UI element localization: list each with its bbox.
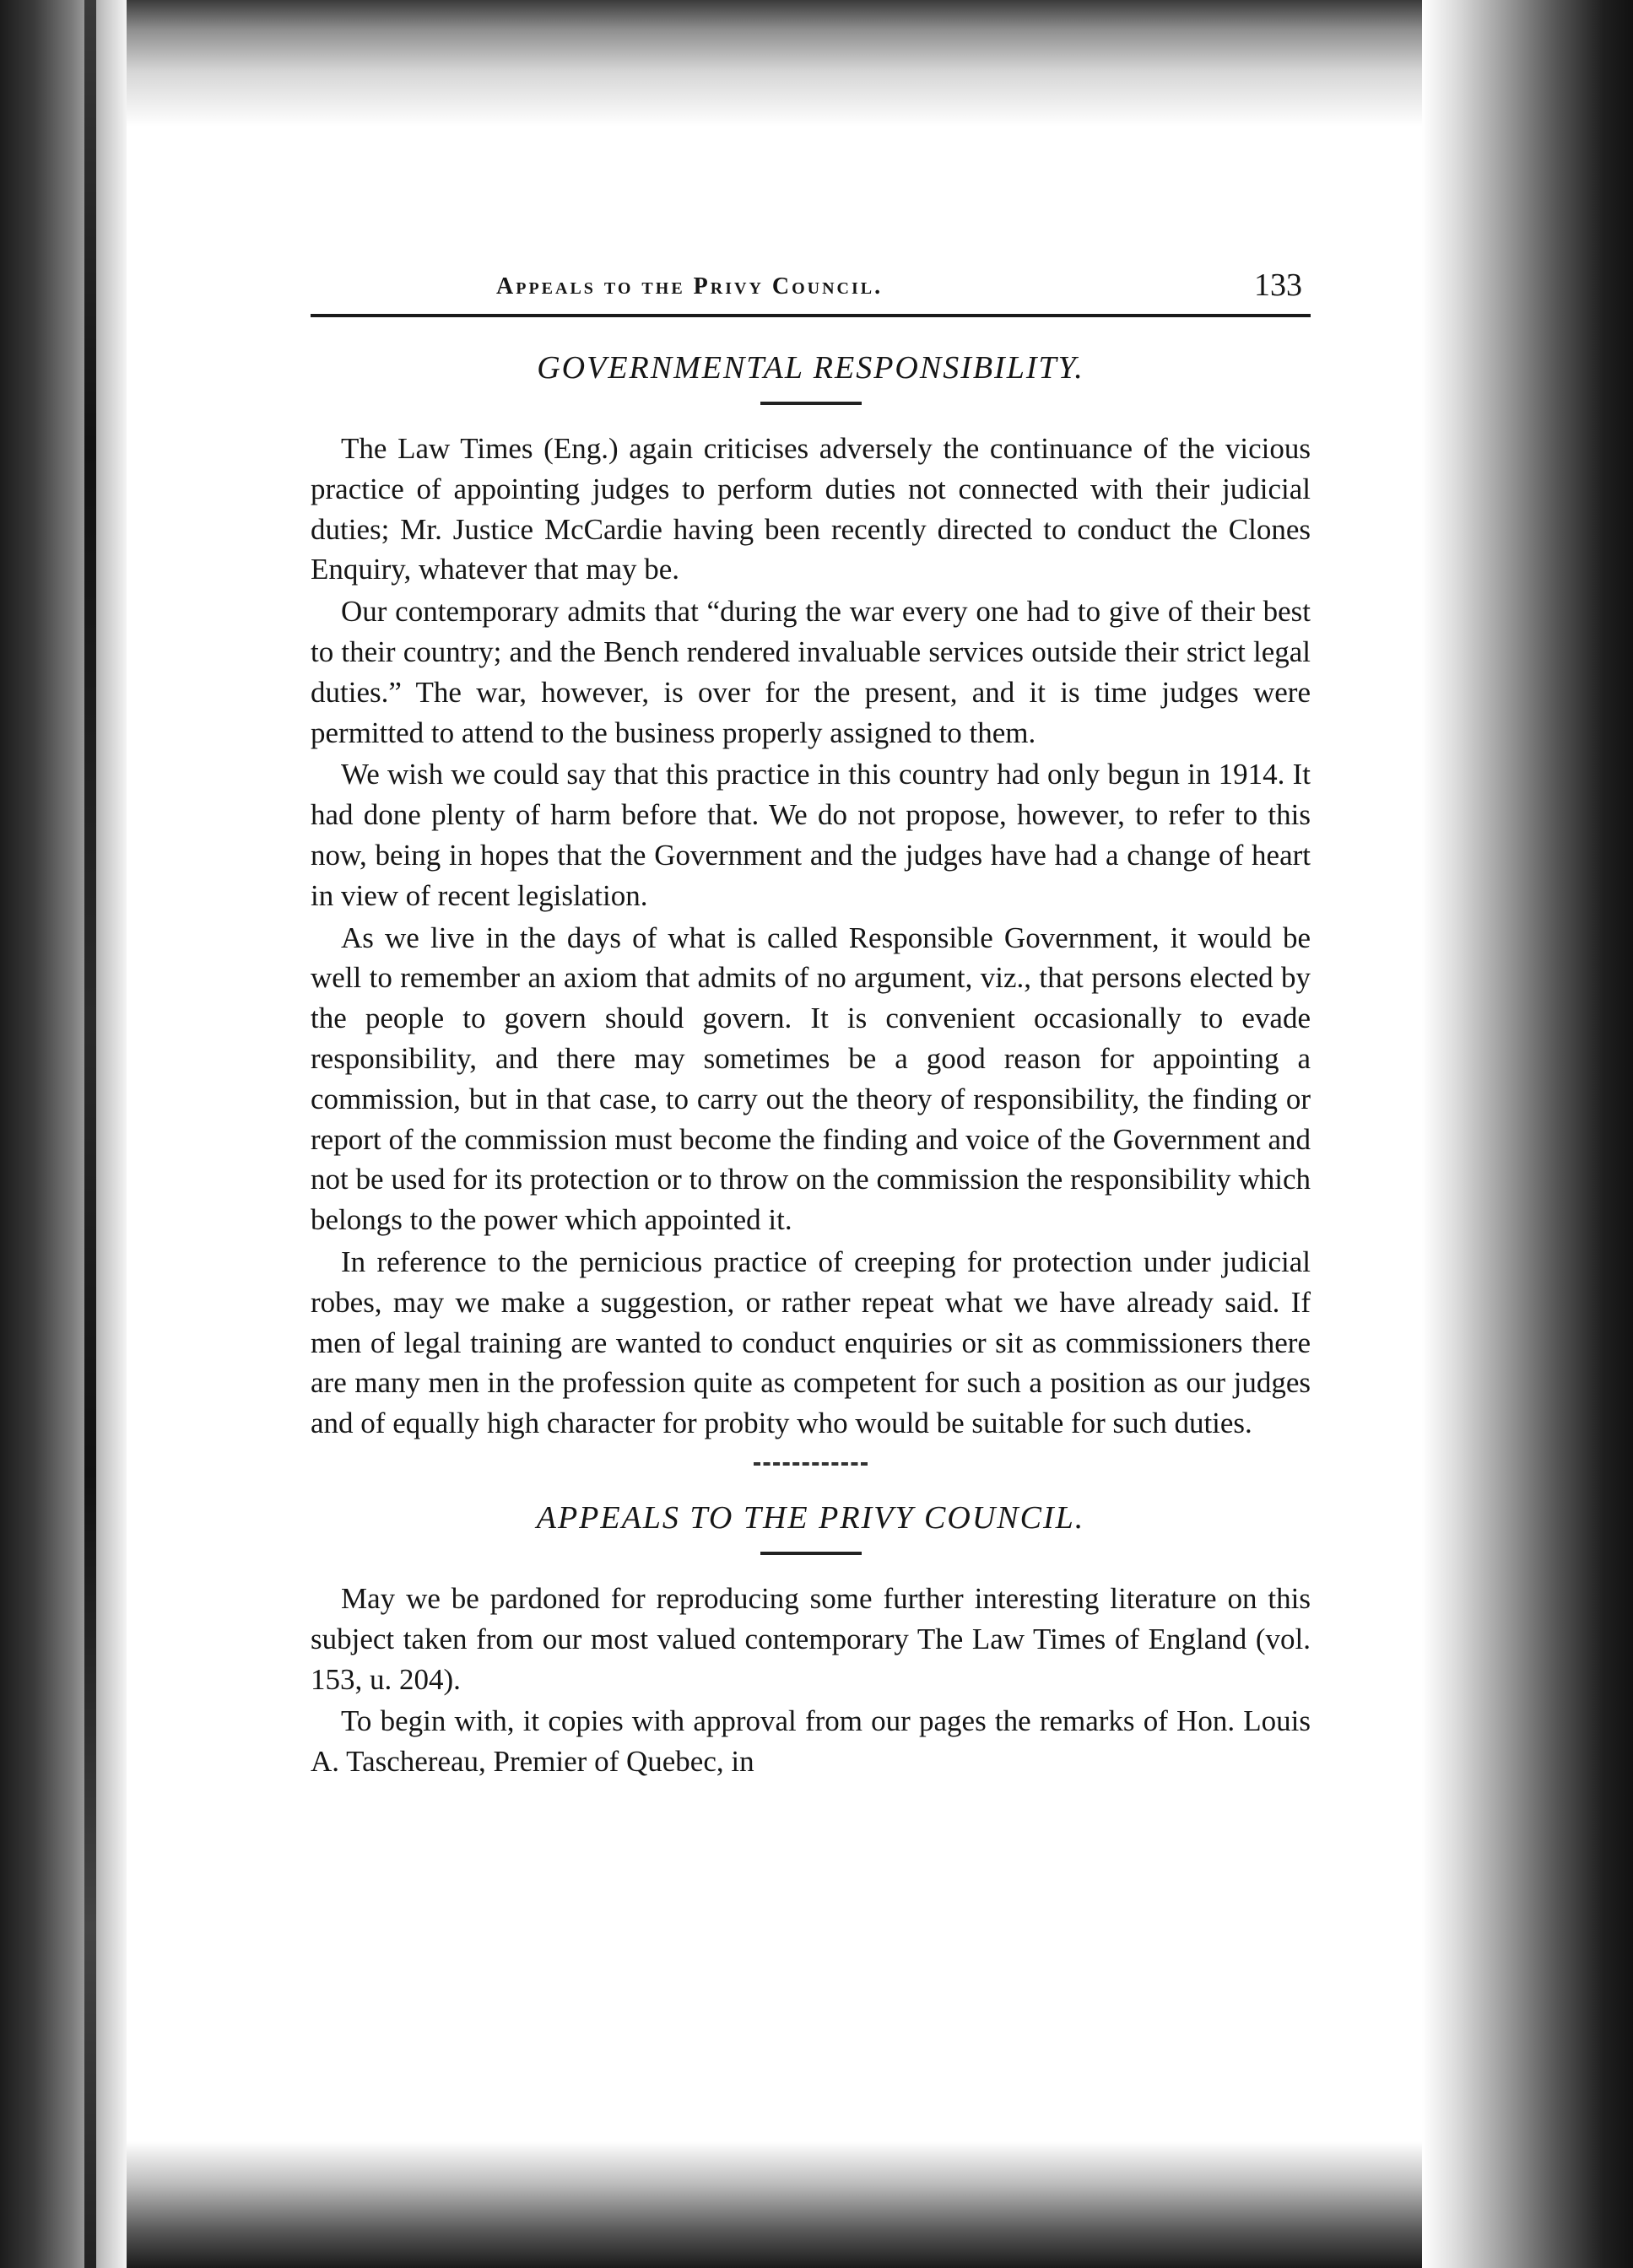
paragraph: As we live in the days of what is called Responsible Government, it would be well to remember an axiom that admits of no argument, viz., that persons elected by the people to govern should govern. It is convenient occasionally to evade responsibility, and there may sometimes be a good reason for appointing a commission, but in that case, to carry out the theory of responsibility, the finding or report of the commission must become the finding and voice of the Government and not be used for its protection or to throw on the commission the responsibility which belongs to the power which appointed it. [311, 921, 1311, 1237]
section-title-appeals-privy-council: APPEALS TO THE PRIVY COUNCIL. [536, 1499, 1085, 1536]
running-title: Appeals to the Privy Council. [496, 273, 884, 300]
page-number: 133 [1254, 267, 1302, 303]
book-page [311, 267, 1311, 1784]
scan-edge-bottom [0, 2141, 1633, 2268]
scan-edge-right [1422, 0, 1633, 2268]
paragraph: We wish we could say that this practice in this country had only begun in 1914. It had done plenty of harm before that. We do not propose, however, to refer to this now, being in hopes that the Government and the judges have had a change of heart in view of recent legislation. [311, 758, 1311, 912]
paragraph: May we be pardoned for reproducing some further interesting literature on this subject taken from our most valued contemporary The Law Times of England (vol. 153, u. 204). [311, 1581, 1311, 1696]
section-rule [760, 1552, 862, 1555]
paragraph: The Law Times (Eng.) again criticises adversely the continuance of the vicious practice of appointing judges to perform duties not connected with their judicial duties; Mr. Justice McCardie having been recently directed to conduct the Clones Enquiry, whatever that may be. [311, 432, 1311, 586]
section-divider [754, 1462, 868, 1466]
scan-edge-top [0, 0, 1633, 127]
section-title-governmental-responsibility: GOVERNMENTAL RESPONSIBILITY. [537, 350, 1084, 386]
scan-gutter-line [84, 0, 96, 2268]
paragraph: To begin with, it copies with approval from our pages the remarks of Hon. Louis A. Taschereau, Premier of Quebec, in [311, 1704, 1311, 1779]
running-head [311, 267, 1311, 317]
paragraph: Our contemporary admits that “during the war every one had to give of their best to their country; and the Bench rendered invaluable services outside their strict legal duties.” The war, however, is over for the present, and it is time judges were permitted to attend to the business properly assigned to them. [311, 595, 1311, 749]
scan-edge-left [0, 0, 127, 2268]
paragraph: In reference to the pernicious practice of creeping for protection under judicial robes, may we make a suggestion, or rather repeat what we have already said. If men of legal training are wanted to conduct enquiries or sit as commissioners there are many men in the profession quite as competent for such a position as our judges and of equally high character for probity who would be suitable for such duties. [311, 1245, 1311, 1440]
section-rule [760, 402, 862, 405]
